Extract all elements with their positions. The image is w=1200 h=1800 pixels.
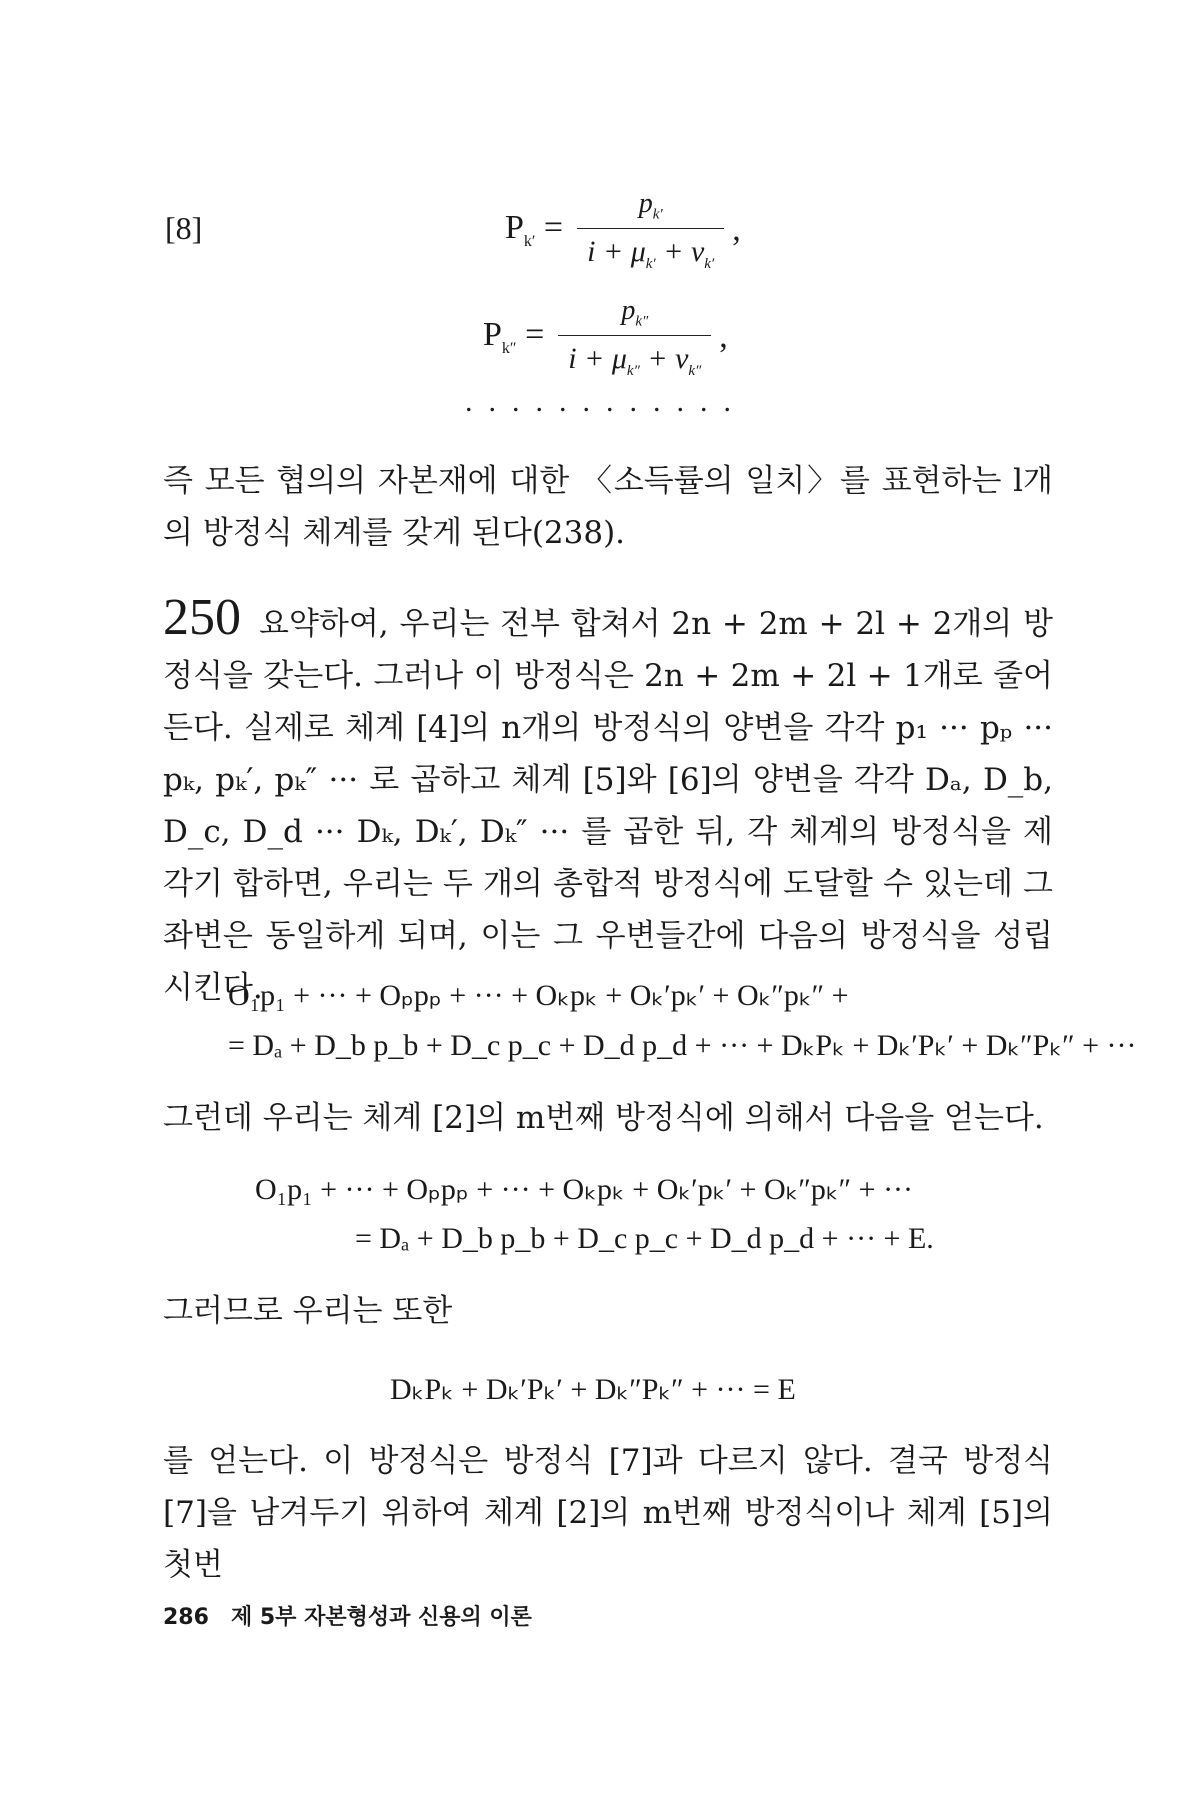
- row2-den-sub2: k″: [688, 362, 702, 379]
- row2-num: p: [621, 295, 636, 326]
- paragraph-4: 그러므로 우리는 또한: [163, 1293, 453, 1329]
- row2-den: i + μ: [568, 341, 627, 375]
- section-number: 250: [163, 589, 241, 646]
- equation-1-line-1: O₁p₁ + ··· + Oₚpₚ + ··· + Oₖpₖ + Oₖ′pₖ′ + Oₖ″pₖ″ +: [228, 979, 849, 1012]
- row2-den-sub1: k″: [626, 362, 640, 379]
- row2-num-sub: k″: [635, 313, 649, 330]
- paragraph-2: [163, 589, 1053, 1014]
- equation-number: [8]: [165, 210, 203, 246]
- fraction-1: [577, 188, 724, 273]
- row1-den-mid: + ν: [655, 234, 705, 268]
- row1-den: i + μ: [587, 234, 646, 268]
- fraction-2: [558, 295, 711, 380]
- equation-row-2: $P_{k''}$ = $\frac{p_{k''}}{i + \mu_{k''} + \nu_{k''}}$ ,: [483, 295, 728, 379]
- paragraph-2-text: 요약하여, 우리는 전부 합쳐서 2n + 2m + 2l + 2개의 방정식을 갖는다. 그러나 이 방정식은 2n + 2m + 2l + 1개로 줄어든다. 실제로 체계 [4]의 n개의 방정식의 양변을 각각 p₁ ··· pₚ ··· pₖ, pₖ′, pₖ″ ··· 로 곱하고 체계 [5]와 [6]의 양변을 각각 Dₐ, D_b, D_c, D_d ··· Dₖ, Dₖ′, Dₖ″ ··· 를 곱한 뒤, 각 체계의 방정식을 제각기 합하면, 우리는 두 개의 총합적 방정식에 도달할 수 있는데 그 좌변은 동일하게 되며, 이는 그 우변들간에 다음의 방정식을 성립시킨다.: [163, 606, 1053, 1006]
- footer-section-title: 제 5부 자본형성과 신용의 이론: [230, 1605, 532, 1630]
- paragraph-5: 를 얻는다. 이 방정식은 방정식 [7]과 다르지 않다. 결국 방정식 [7]을 남겨두기 위하여 체계 [2]의 m번째 방정식이나 체계 [5]의 첫번: [163, 1443, 1053, 1583]
- row2-den-mid: + ν: [639, 341, 689, 375]
- row1-den-sub2: k′: [704, 255, 715, 272]
- page-footer: [163, 1600, 532, 1631]
- equation-3: DₖPₖ + Dₖ′Pₖ′ + Dₖ″Pₖ″ + ··· = E: [390, 1373, 796, 1406]
- continuation-dots: ............: [465, 385, 747, 418]
- equation-2-line-2: = Dₐ + D_b p_b + D_c p_c + D_d p_d + ··· + E.: [355, 1222, 934, 1255]
- row2-lhs: P: [483, 316, 502, 354]
- row1-lhs-sub: k′: [523, 233, 536, 251]
- row1-tail: ,: [732, 211, 741, 249]
- row2-tail: ,: [719, 318, 728, 356]
- row1-den-sub1: k′: [645, 255, 656, 272]
- row2-lhs-sub: k″: [501, 340, 517, 358]
- equation-row-1: $P_{k'}$ = $\frac{p_{k'}}{i + \mu_{k'} + \nu_{k'}}$ ,: [505, 188, 741, 272]
- row1-num-sub: k′: [652, 206, 663, 223]
- row1-num: p: [638, 188, 653, 219]
- equation-1-line-2: = Dₐ + D_b p_b + D_c p_c + D_d p_d + ··· + DₖPₖ + Dₖ′Pₖ′ + Dₖ″Pₖ″ + ···: [228, 1029, 1137, 1062]
- paragraph-3: 그런데 우리는 체계 [2]의 m번째 방정식에 의해서 다음을 얻는다.: [163, 1100, 1044, 1136]
- page-number: 286: [163, 1605, 209, 1630]
- paragraph-1: 즉 모든 협의의 자본재에 대한 〈소득률의 일치〉를 표현하는 l개의 방정식 체계를 갖게 된다(238).: [163, 463, 1053, 551]
- row1-lhs: P: [505, 209, 524, 247]
- equation-2-line-1: O₁p₁ + ··· + Oₚpₚ + ··· + Oₖpₖ + Oₖ′pₖ′ + Oₖ″pₖ″ + ···: [255, 1173, 914, 1206]
